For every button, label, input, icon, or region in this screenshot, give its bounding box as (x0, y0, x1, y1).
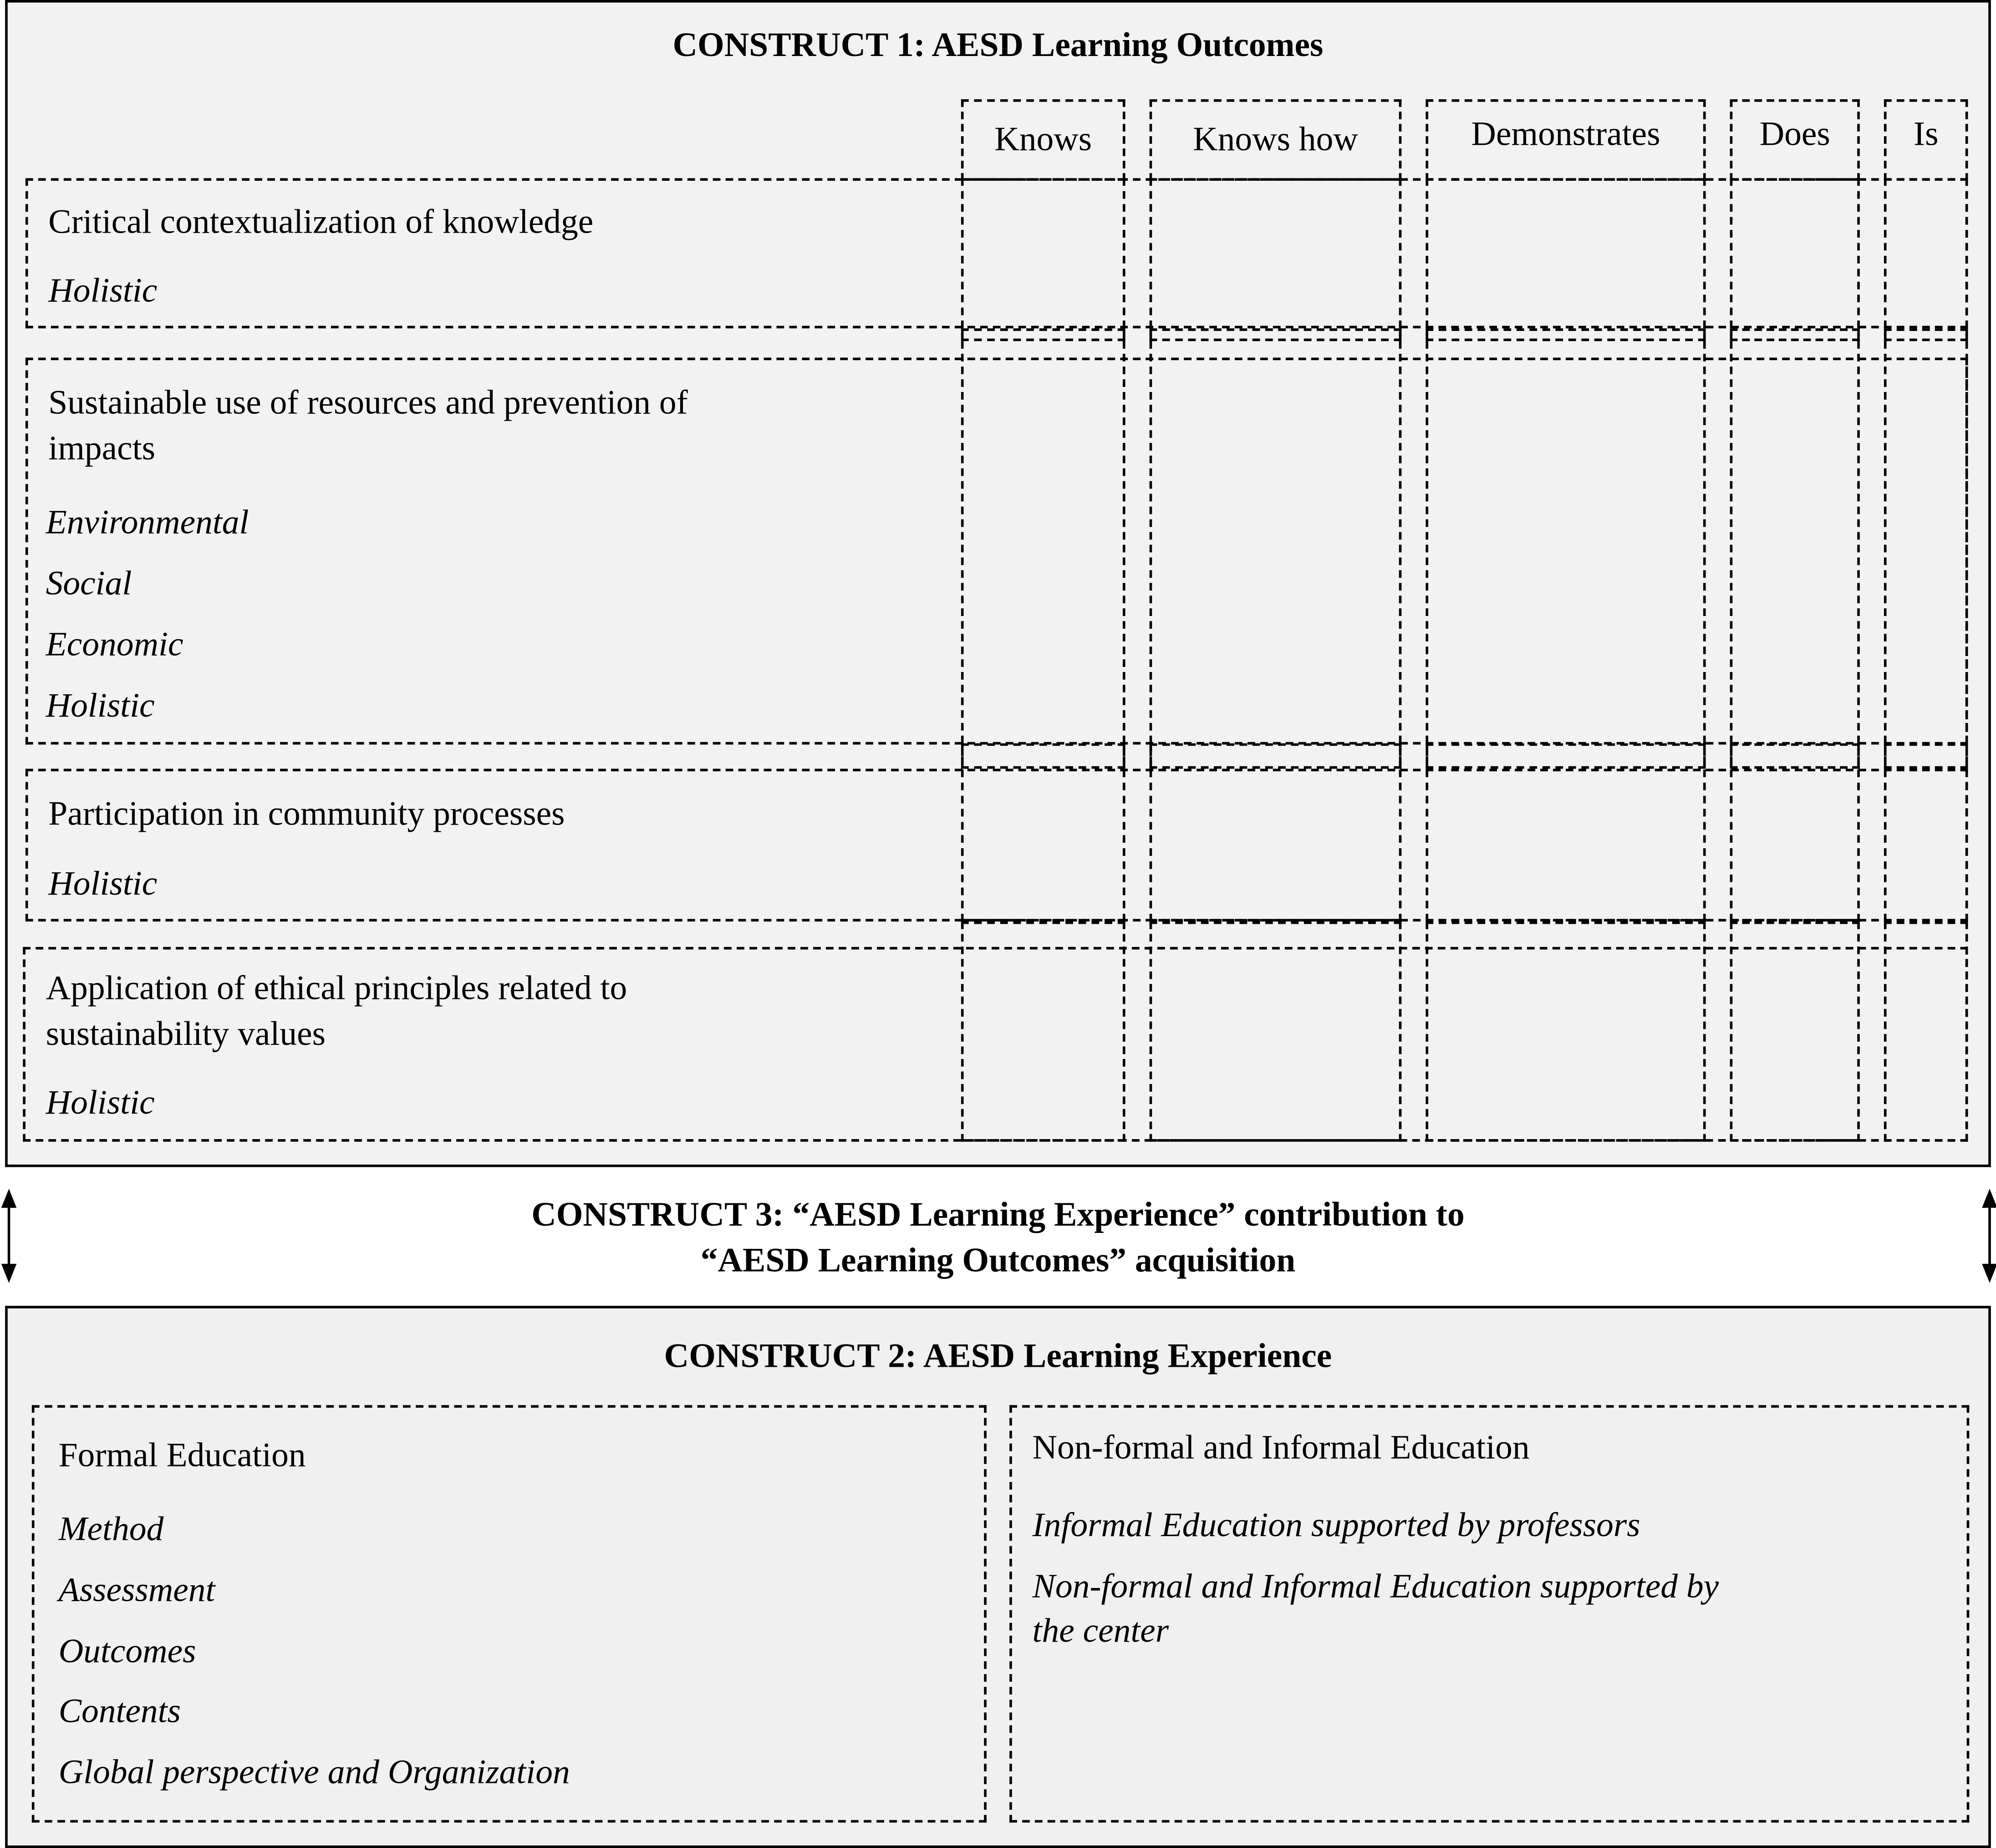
row-label-participation: Participation in community processes (48, 794, 565, 833)
construct2-title: CONSTRUCT 2: AESD Learning Experience (664, 1336, 1332, 1375)
formal-item-method: Method (58, 1509, 164, 1548)
formal-item-assessment: Assessment (58, 1570, 215, 1609)
cell-r3-demonstrates (1426, 743, 1706, 921)
cell-r3-knows (961, 743, 1125, 921)
cell-r1-does (1730, 178, 1860, 341)
cell-r1-is (1884, 178, 1968, 341)
cell-r1-demonstrates (1426, 178, 1706, 341)
column-label-demonstrates: Demonstrates (1471, 114, 1660, 153)
cell-r2-knows-how (1150, 328, 1402, 769)
cell-r4-knows-how (1150, 921, 1402, 1142)
nonformal-education-heading: Non-formal and Informal Education (1032, 1428, 1530, 1466)
construct3-title-line1: CONSTRUCT 3: “AESD Learning Experience” contribution to (531, 1195, 1465, 1233)
row-label-critical-contextualization: Critical contextualization of knowledge (48, 202, 594, 241)
row-dimension-social: Social (46, 564, 132, 602)
cell-r4-demonstrates (1426, 921, 1706, 1142)
row-dimension-holistic: Holistic (46, 1083, 155, 1121)
construct1-title: CONSTRUCT 1: AESD Learning Outcomes (672, 25, 1324, 64)
cell-r3-does (1730, 743, 1860, 921)
cell-r1-knows-how (1150, 178, 1402, 341)
cell-r2-does (1730, 328, 1860, 769)
cell-r3-is (1884, 743, 1968, 921)
cell-r4-does (1730, 921, 1860, 1142)
row-label-ethical-principles: Application of ethical principles related to (46, 968, 627, 1007)
cell-r2-is (1884, 328, 1968, 769)
nonformal-item-center: Non-formal and Informal Education supported by (1032, 1567, 1719, 1605)
cell-r2-knows (961, 328, 1125, 769)
cell-r4-knows (961, 921, 1125, 1142)
row-label-sustainable-use-line2: impacts (48, 429, 156, 467)
formal-item-outcomes: Outcomes (58, 1631, 196, 1670)
row-dimension-holistic: Holistic (48, 271, 158, 310)
nonformal-item-center-line2: the center (1032, 1611, 1169, 1649)
nonformal-item-professors: Informal Education supported by professors (1032, 1506, 1640, 1544)
formal-item-global-perspective: Global perspective and Organization (58, 1752, 570, 1791)
construct3-title-line2: “AESD Learning Outcomes” acquisition (700, 1241, 1296, 1279)
cell-r2-demonstrates (1426, 328, 1706, 769)
row-dimension-environmental: Environmental (46, 503, 249, 541)
cell-r4-is (1884, 921, 1968, 1142)
formal-item-contents: Contents (58, 1691, 181, 1730)
cell-r1-knows (961, 178, 1125, 341)
column-label-is: Is (1913, 114, 1939, 153)
row-dimension-holistic: Holistic (46, 686, 155, 724)
row-dimension-economic: Economic (46, 625, 183, 663)
row-label-ethical-principles-line2: sustainability values (46, 1014, 326, 1053)
column-label-knows: Knows (994, 119, 1092, 158)
column-label-does: Does (1759, 114, 1830, 153)
formal-education-heading: Formal Education (58, 1436, 306, 1474)
cell-r3-knows-how (1150, 743, 1402, 921)
row-label-sustainable-use: Sustainable use of resources and prevention of (48, 383, 688, 422)
row-dimension-holistic: Holistic (48, 864, 158, 903)
column-label-knows-how: Knows how (1193, 119, 1358, 158)
